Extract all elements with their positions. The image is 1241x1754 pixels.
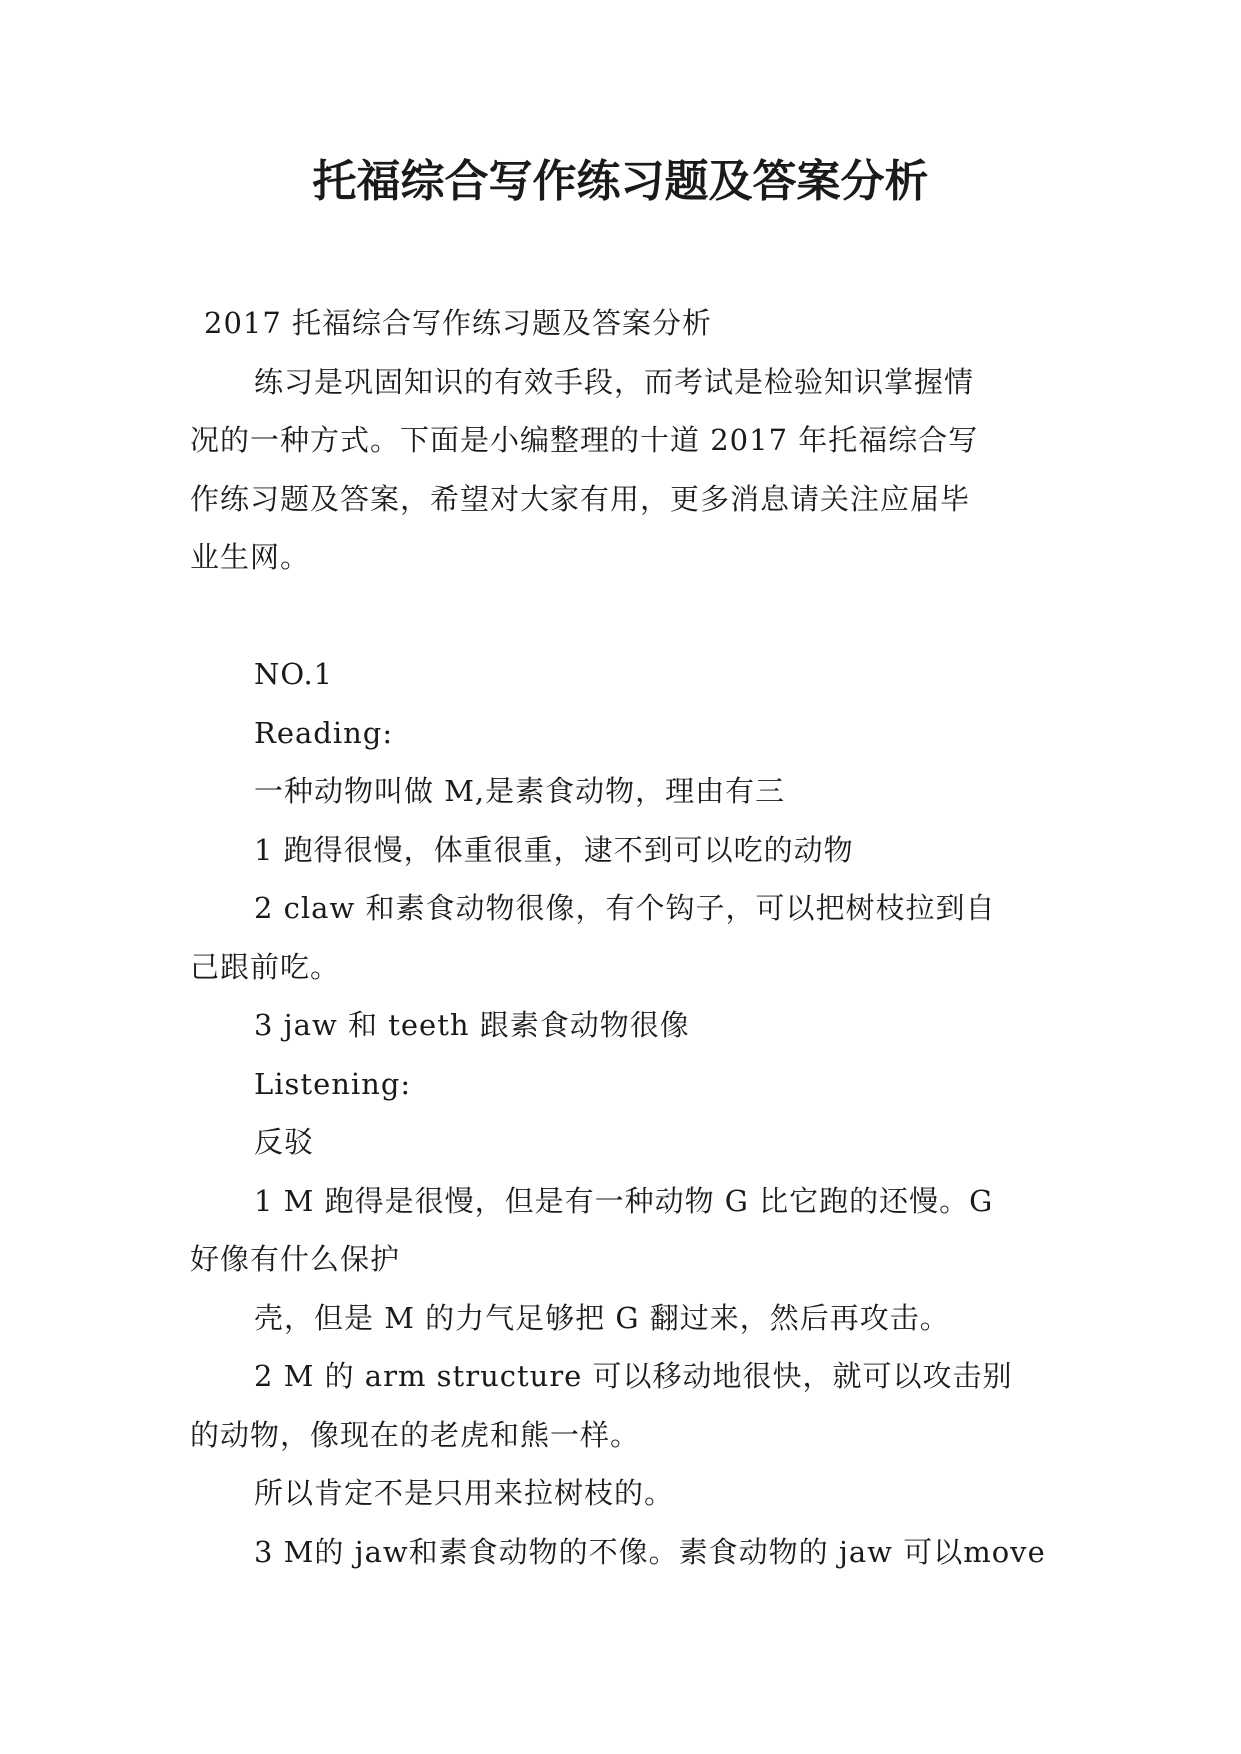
text-line: 业生网。: [190, 540, 311, 574]
text-line: 练习是巩固知识的有效手段，而考试是检验知识掌握情: [254, 364, 975, 399]
paragraph-gap: [190, 587, 1055, 646]
text-line: 一种动物叫做 M,是素食动物，理由有三: [254, 774, 786, 808]
text-line: 壳，但是 M 的力气足够把 G 翻过来，然后再攻击。: [254, 1300, 950, 1335]
text-line: 况的一种方式。下面是小编整理的十道 2017 年托福综合写: [190, 423, 979, 457]
document-title: 托福综合写作练习题及答案分析: [312, 156, 929, 207]
text-line: 所以肯定不是只用来拉树枝的。: [254, 1476, 675, 1510]
text-line: 2017 托福综合写作练习题及答案分析: [204, 306, 713, 340]
text-line: 作练习题及答案，希望对大家有用，更多消息请关注应届毕: [190, 481, 971, 516]
text-line: 的动物，像现在的老虎和熊一样。: [190, 1417, 641, 1452]
text-line: Listening:: [254, 1066, 412, 1101]
text-line: Reading:: [254, 715, 394, 750]
document-body: [190, 294, 1055, 1581]
text-line: 1 跑得很慢，体重很重，逮不到可以吃的动物: [254, 832, 854, 867]
text-line: 2 claw 和素食动物很像，有个钩子，可以把树枝拉到自: [254, 891, 996, 925]
text-line: 2 M 的 arm structure 可以移动地很快，就可以攻击别: [254, 1359, 1013, 1393]
text-line: NO.1: [254, 657, 334, 691]
text-line: 反驳: [254, 1125, 315, 1159]
text-line: 好像有什么保护: [190, 1242, 401, 1276]
text-line: 3 M的 jaw和素食动物的不像。素食动物的 jaw 可以move: [254, 1534, 1046, 1569]
text-line: 3 jaw 和 teeth 跟素食动物很像: [254, 1008, 690, 1042]
text-line: 1 M 跑得是很慢，但是有一种动物 G 比它跑的还慢。G: [254, 1183, 994, 1218]
text-line: 己跟前吃。: [190, 949, 341, 984]
